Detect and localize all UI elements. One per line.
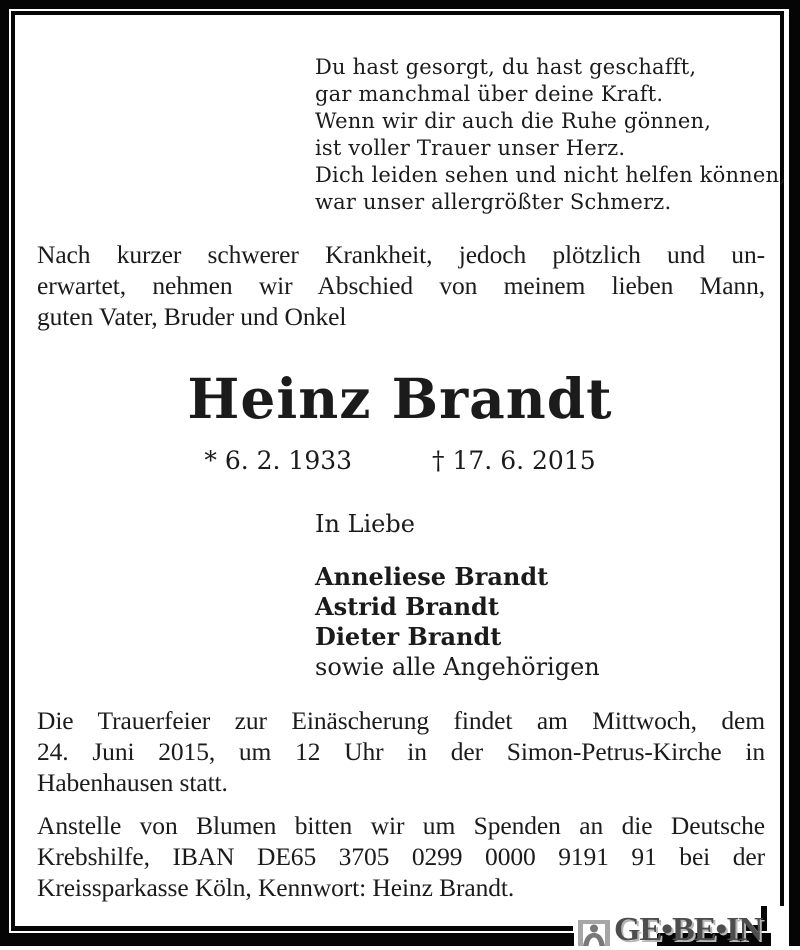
birth-date: * 6. 2. 1933 <box>204 446 353 475</box>
border-outer-top <box>0 0 800 9</box>
mourners-list <box>315 551 600 682</box>
memorial-poem <box>315 54 786 216</box>
service-line: Habenhausen statt. <box>37 768 228 797</box>
donation-line: Anstelle von Blumen bitten wir um Spenden an die Deutsche <box>37 811 765 840</box>
poem-line: war unser allergrößter Schmerz. <box>315 190 672 214</box>
border-outer-bottom-left <box>0 933 574 946</box>
donation-line: Krebshilfe, IBAN DE65 3705 0299 0000 9191 91 bei der <box>37 842 765 871</box>
life-dates <box>0 446 800 475</box>
border-inner-bottom <box>11 926 573 931</box>
mourner-name: Anneliese Brandt <box>315 562 549 591</box>
intro-line: erwartet, nehmen wir Abschied von meinem lieben Mann, <box>37 271 765 300</box>
poem-line: gar manchmal über deine Kraft. <box>315 82 664 106</box>
mourners-suffix: sowie alle Angehörigen <box>315 653 600 681</box>
donation-paragraph <box>37 810 765 903</box>
intro-line: Nach kurzer schwerer Krankheit, jedoch plötzlich und un- <box>37 240 765 269</box>
service-line: 24. Juni 2015, um 12 Uhr in der Simon-Petrus-Kirche in <box>37 737 765 766</box>
salutation: In Liebe <box>315 510 415 538</box>
poem-line: Du hast gesorgt, du hast geschafft, <box>315 55 697 79</box>
border-inner-top <box>11 11 784 15</box>
intro-line: guten Vater, Bruder und Onkel <box>37 302 347 331</box>
deceased-name: Heinz Brandt <box>187 366 613 431</box>
mourner-name: Astrid Brandt <box>315 592 499 621</box>
donation-line: Kreissparkasse Köln, Kennwort: Heinz Brandt. <box>37 873 515 902</box>
poem-line: ist voller Trauer unser Herz. <box>315 136 626 160</box>
death-date: † 17. 6. 2015 <box>432 446 596 475</box>
poem-line: Wenn wir dir auch die Ruhe gönnen, <box>315 109 712 133</box>
mourner-name: Dieter Brandt <box>315 622 502 651</box>
service-line: Die Trauerfeier zur Einäscherung findet am Mittwoch, dem <box>37 706 765 735</box>
service-paragraph <box>37 705 765 798</box>
gebein-logo-text: GE•BE•IN <box>614 911 763 948</box>
poem-line: Dich leiden sehen und nicht helfen können, <box>315 163 787 187</box>
intro-paragraph <box>37 239 765 332</box>
